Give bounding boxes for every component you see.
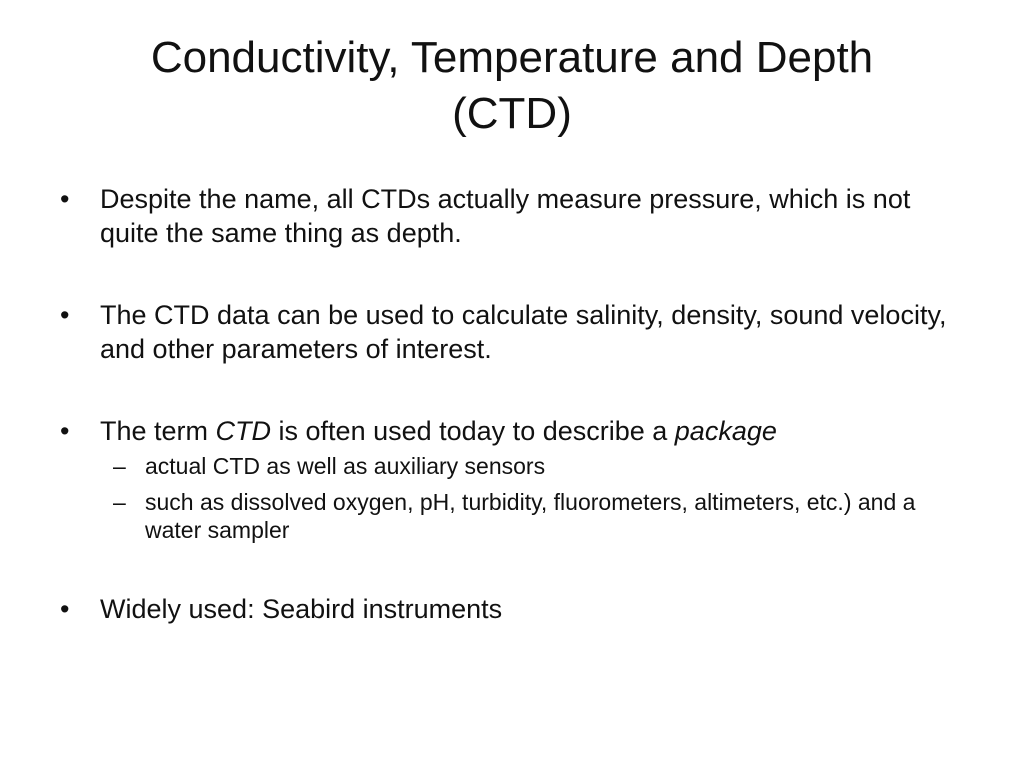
sub-bullet-item <box>60 452 960 480</box>
sub-bullet-item <box>60 488 960 544</box>
bullet-item-seabird <box>60 592 960 626</box>
sub-bullet-text: actual CTD as well as auxiliary sensors <box>145 453 546 479</box>
bullet-dot: • <box>60 416 70 446</box>
bullet-text-italic: package <box>674 416 777 446</box>
bullet-item-pressure <box>60 182 960 250</box>
bullet-dot: • <box>60 594 70 624</box>
sub-bullet-dash: – <box>113 489 126 515</box>
bullet-text: Despite the name, all CTDs actually measure pressure, which is not quite the same thing as depth. <box>100 184 911 248</box>
bullet-text-italic: CTD <box>215 416 272 446</box>
slide-body <box>60 182 960 674</box>
bullet-text: The CTD data can be used to calculate salinity, density, sound velocity, and other parameters of interest. <box>100 300 947 364</box>
sub-bullet-list <box>60 452 960 544</box>
slide-title <box>40 30 984 142</box>
bullet-text: Widely used: Seabird instruments <box>100 594 503 624</box>
bullet-text-part: The term <box>100 416 216 446</box>
bullet-item-package <box>60 414 960 448</box>
bullet-text-part: is often used today to describe a <box>271 416 675 446</box>
slide-title-line-1: Conductivity, Temperature and Depth <box>150 33 874 82</box>
sub-bullet-text: such as dissolved oxygen, pH, turbidity, fluorometers, altimeters, etc.) and a water sampler <box>145 489 916 543</box>
sub-bullet-dash: – <box>113 453 126 479</box>
bullet-dot: • <box>60 300 70 330</box>
bullet-dot: • <box>60 184 70 214</box>
bullet-item-calculate <box>60 298 960 366</box>
slide-title-line-2: (CTD) <box>452 89 572 138</box>
